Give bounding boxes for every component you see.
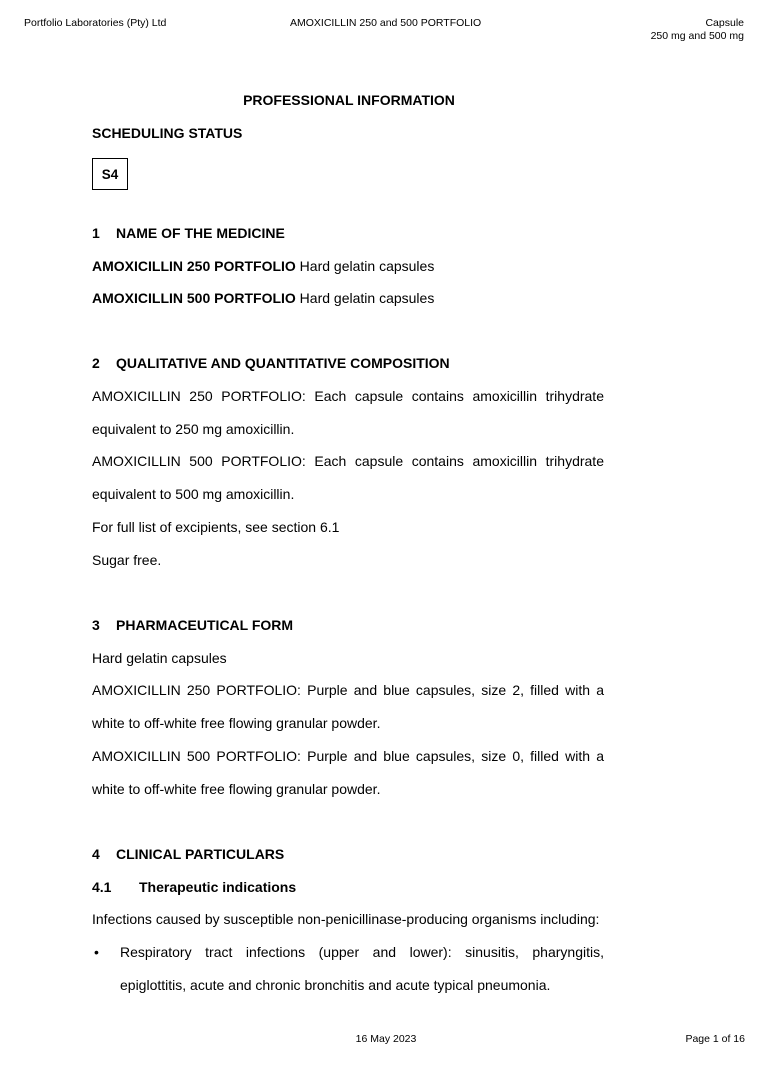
scheduling-status: S4 (101, 166, 119, 182)
subsection-4-1-title: Therapeutic indications (139, 879, 297, 895)
page-title: PROFESSIONAL INFORMATION (243, 92, 455, 108)
bullet-marker: • (94, 944, 99, 960)
composition-250-line2: equivalent to 250 mg amoxicillin. (92, 421, 295, 437)
pharmaceutical-form: Hard gelatin capsules (92, 650, 227, 666)
section-2-number: 2 (92, 355, 100, 371)
form-250-line2: white to off-white free flowing granular powder. (92, 715, 381, 731)
medicine-name-250-bold: AMOXICILLIN 250 PORTFOLIO (92, 258, 296, 274)
section-3-heading (92, 617, 293, 633)
form-250-line1: AMOXICILLIN 250 PORTFOLIO: Purple and blue capsules, size 2, filled with a (92, 682, 604, 698)
section-1-heading (92, 225, 285, 241)
composition-500-line1: AMOXICILLIN 500 PORTFOLIO: Each capsule contains amoxicillin trihydrate (92, 453, 604, 469)
section-4-number: 4 (92, 846, 100, 862)
composition-500-line2: equivalent to 500 mg amoxicillin. (92, 486, 295, 502)
sugar-free-note: Sugar free. (92, 552, 162, 568)
header-form: Capsule (705, 17, 744, 29)
excipients-note: For full list of excipients, see section 6.1 (92, 519, 340, 535)
scheduling-status-box (92, 158, 128, 190)
section-3-number: 3 (92, 617, 100, 633)
section-1-number: 1 (92, 225, 100, 241)
indication-bullet-line1: Respiratory tract infections (upper and lower): sinusitis, pharyngitis, (120, 944, 604, 960)
section-1-title: NAME OF THE MEDICINE (116, 225, 285, 241)
form-500-line1: AMOXICILLIN 500 PORTFOLIO: Purple and blue capsules, size 0, filled with a (92, 748, 604, 764)
medicine-name-500 (92, 290, 434, 306)
section-4-title: CLINICAL PARTICULARS (116, 846, 285, 862)
header-strengths: 250 mg and 500 mg (650, 30, 744, 42)
indication-bullet-line2: epiglottitis, acute and chronic bronchitis and acute typical pneumonia. (120, 977, 551, 993)
form-500-line2: white to off-white free flowing granular powder. (92, 781, 381, 797)
section-2-title: QUALITATIVE AND QUANTITATIVE COMPOSITION (116, 355, 450, 371)
scheduling-heading: SCHEDULING STATUS (92, 125, 243, 141)
section-4-heading (92, 846, 284, 862)
composition-250-line1: AMOXICILLIN 250 PORTFOLIO: Each capsule contains amoxicillin trihydrate (92, 388, 604, 404)
medicine-name-250 (92, 258, 434, 274)
medicine-name-500-bold: AMOXICILLIN 500 PORTFOLIO (92, 290, 296, 306)
header-product: AMOXICILLIN 250 and 500 PORTFOLIO (290, 17, 482, 29)
subsection-4-1-heading (92, 879, 296, 895)
medicine-name-500-text: Hard gelatin capsules (295, 290, 435, 306)
footer-page-number: Page 1 of 16 (685, 1033, 745, 1045)
header-company: Portfolio Laboratories (Pty) Ltd (24, 17, 167, 29)
section-2-heading (92, 355, 450, 371)
footer-date: 16 May 2023 (355, 1033, 417, 1045)
subsection-4-1-number: 4.1 (92, 879, 112, 895)
medicine-name-250-text: Hard gelatin capsules (295, 258, 435, 274)
indications-intro: Infections caused by susceptible non-penicillinase-producing organisms including: (92, 911, 600, 927)
section-3-title: PHARMACEUTICAL FORM (116, 617, 294, 633)
